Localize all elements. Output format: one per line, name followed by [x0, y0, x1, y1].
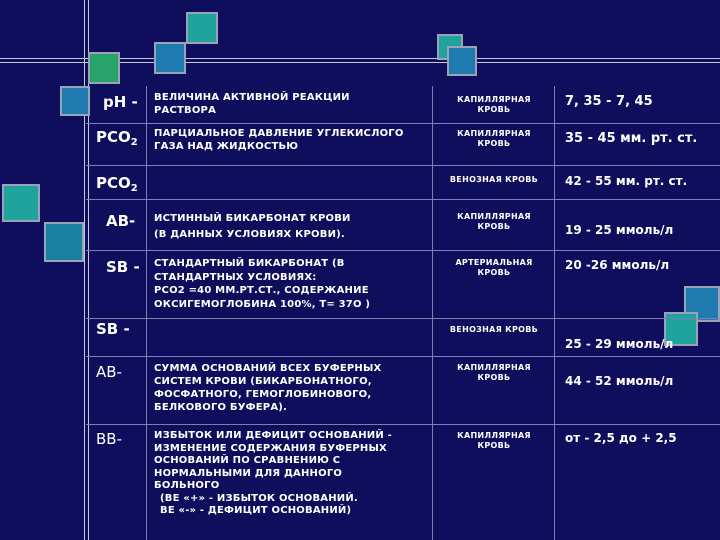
- param-bb: BB-: [96, 430, 122, 448]
- decor-square: [2, 184, 40, 222]
- param-ph: pH -: [103, 93, 138, 111]
- sample-site: КАПИЛЛЯРНАЯ КРОВЬ: [457, 363, 531, 382]
- sample-site: КАПИЛЛЯРНАЯ КРОВЬ: [457, 212, 531, 231]
- param-pco2-venous: $PCO_2$: [96, 174, 138, 194]
- description-pco2: ПАРЦИАЛЬНОЕ ДАВЛЕНИЕ УГЛЕКИСЛОГО ГАЗА НАД ЖИДКОСТЬЮ: [154, 128, 404, 152]
- description-base-excess: ИЗБЫТОК ИЛИ ДЕФИЦИТ ОСНОВАНИЙ - ИЗМЕНЕНИЕ СОДЕРЖАНИЯ БУФЕРНЫХ ОСНОВАНИЙ ПО СРАВНЕНИЮ С НОРМАЛЬНЫМИ ДЛЯ ДАННОГО БОЛЬНОГО (ВЕ «+» - ИЗБЫТОК ОСНОВАНИЙ. ВЕ «-» - ДЕФИЦИТ ОСНОВАНИЙ): [154, 430, 392, 516]
- param-pco2: $PCO_2$: [96, 128, 138, 148]
- sample-site: КАПИЛЛЯРНАЯ КРОВЬ: [457, 129, 531, 148]
- sample-site: КАПИЛЛЯРНАЯ КРОВЬ: [457, 431, 531, 450]
- sample-site: КАПИЛЛЯРНАЯ КРОВЬ: [457, 95, 531, 114]
- decor-square: [154, 42, 186, 74]
- normal-value: 44 - 52 ммоль/л: [565, 374, 674, 388]
- normal-value: от - 2,5 до + 2,5: [565, 431, 677, 445]
- description-buffer-bases: СУММА ОСНОВАНИЙ ВСЕХ БУФЕРНЫХ СИСТЕМ КРОВИ (БИКАРБОНАТНОГО, ФОСФАТНОГО, ГЕМОГЛОБИНОВОГО, БЕЛКОВОГО БУФЕРА).: [154, 363, 382, 413]
- normal-value: 7, 35 - 7, 45: [565, 94, 653, 109]
- param-ab-buffer: AB-: [96, 363, 122, 381]
- param-ab: AB-: [106, 212, 136, 230]
- normal-value: 19 - 25 ммоль/л: [565, 223, 674, 237]
- description-ph: ВЕЛИЧИНА АКТИВНОЙ РЕАКЦИИ РАСТВОРА: [154, 92, 350, 116]
- param-sb: SB -: [106, 258, 140, 276]
- sample-site: ВЕНОЗНАЯ КРОВЬ: [449, 175, 539, 184]
- decor-square: [447, 46, 477, 76]
- decor-square: [186, 12, 218, 44]
- normal-value: 35 - 45 мм. рт. ст.: [565, 131, 698, 146]
- description-ab: ИСТИННЫЙ БИКАРБОНАТ КРОВИ (В ДАННЫХ УСЛОВИЯХ КРОВИ).: [154, 213, 351, 240]
- normal-value: 42 - 55 мм. рт. ст.: [565, 174, 688, 188]
- decor-square: [44, 222, 84, 262]
- param-sb-venous: SB -: [96, 320, 130, 338]
- normal-value: 25 - 29 ммоль/л: [565, 337, 674, 351]
- sample-site: ВЕНОЗНАЯ КРОВЬ: [449, 325, 539, 334]
- decor-square: [88, 52, 120, 84]
- normal-value: 20 -26 ммоль/л: [565, 258, 670, 272]
- sample-site: АРТЕРИАЛЬНАЯ КРОВЬ: [455, 258, 533, 277]
- decor-line-vertical: [84, 0, 85, 540]
- description-sb: СТАНДАРТНЫЙ БИКАРБОНАТ (В СТАНДАРТНЫХ УСЛОВИЯХ: PCO2 =40 ММ.РТ.СТ., СОДЕРЖАНИЕ ОКСИГЕМОГЛОБИНА 100%, Т= 37О ): [154, 258, 371, 310]
